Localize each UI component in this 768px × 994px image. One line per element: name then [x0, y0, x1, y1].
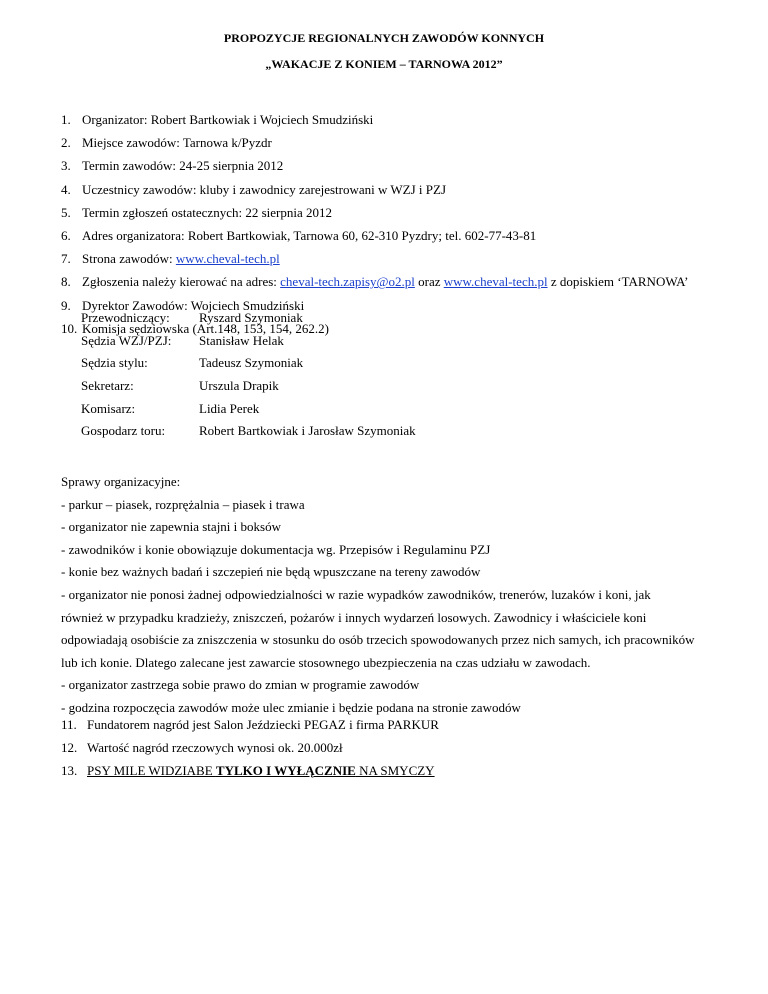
item-text: Dyrektor Zawodów: Wojciech Smudziński [82, 297, 305, 313]
item-text-bold: TYLKO I WYŁĄCZNIE [215, 762, 356, 778]
paragraph-line: odpowiadają osobiście za zniszczenia w stosunku do osób trzecich spowodowanych przez nich samych, ich pracowników [61, 632, 695, 648]
committee-role: Gospodarz toru: [81, 423, 166, 439]
item-number: 12. [61, 739, 78, 755]
committee-table [81, 307, 416, 443]
item-text: Komisja sędziowska (Art.148, 153, 154, 262.2) [82, 320, 329, 336]
list-item-registration [61, 270, 741, 293]
item-text: oraz [414, 274, 444, 290]
list-item [61, 178, 741, 201]
committee-member: Stanisław Helak [199, 332, 284, 348]
committee-row [81, 375, 416, 398]
committee-row [81, 330, 416, 353]
item-number: 9. [61, 297, 71, 313]
paragraph-line: - organizator nie ponosi żadnej odpowiedzialności w razie wypadków zawodników, trenerów, luzaków i koni, jak [61, 586, 651, 602]
section-heading: Sprawy organizacyjne: [61, 474, 181, 489]
list-item-dogs [61, 760, 439, 783]
item-text: Zgłoszenia należy kierować na adres: [82, 274, 281, 290]
item-text: Organizator: Robert Bartkowiak i Wojciech Smudziński [82, 112, 374, 127]
paragraph-line: lub ich konie. Dlatego zalecane jest zawarcie stosownego ubezpieczenia na czas udziału w zawodach. [61, 654, 591, 670]
item-text: Miejsce zawodów: Tarnowa k/Pyzdr [82, 135, 272, 151]
committee-member: Urszula Drapik [199, 378, 279, 394]
item-text: z dopiskiem ‘TARNOWA’ [547, 274, 689, 290]
list-item [61, 154, 741, 177]
item-text: Uczestnicy zawodów: kluby i zawodnicy zarejestrowani w WZJ i PZJ [82, 181, 447, 197]
committee-role: Sędzia stylu: [81, 355, 148, 371]
paragraph-line: - godzina rozpoczęcia zawodów może ulec zmianie i będzie podana na stronie zawodów [61, 699, 521, 715]
item-text: Wartość nagród rzeczowych wynosi ok. 20.000zł [87, 739, 343, 755]
item-number: 10. [61, 320, 78, 336]
committee-role: Komisarz: [81, 400, 136, 416]
item-number: 7. [61, 251, 71, 267]
website-link[interactable]: www.cheval-tech.pl [175, 251, 280, 267]
item-number: 13. [61, 762, 78, 778]
item-text: Termin zawodów: 24-25 sierpnia 2012 [82, 158, 284, 174]
item-number: 3. [61, 158, 71, 174]
document-title: PROPOZYCJE REGIONALNYCH ZAWODÓW KONNYCH [223, 31, 545, 45]
list-item [61, 714, 439, 737]
item-number: 1. [61, 112, 71, 127]
list-item [61, 131, 741, 154]
committee-row [81, 398, 416, 421]
committee-row [81, 352, 416, 375]
list-item [61, 108, 741, 131]
item-number: 11. [61, 717, 77, 732]
list-item [61, 201, 741, 224]
list-item [61, 737, 439, 760]
item-number: 4. [61, 181, 71, 197]
committee-role: Sędzia WZJ/PZJ: [81, 332, 172, 348]
committee-row [81, 307, 416, 330]
list-item-website [61, 247, 741, 270]
paragraph-line: - parkur – piasek, rozprężalnia – piasek i trawa [61, 496, 305, 512]
item-text: Strona zawodów: [82, 251, 176, 267]
email-link[interactable]: cheval-tech.zapisy@o2.pl [280, 274, 415, 290]
item-text: Fundatorem nagród jest Salon Jeździecki PEGAZ i firma PARKUR [87, 717, 439, 732]
final-list [61, 714, 439, 782]
item-text: NA SMYCZY [355, 762, 435, 778]
item-number: 5. [61, 204, 71, 220]
item-text: Termin zgłoszeń ostatecznych: 22 sierpnia 2012 [82, 204, 332, 220]
item-number: 2. [61, 135, 71, 151]
committee-role: Przewodniczący: [81, 310, 170, 325]
committee-member: Tadeusz Szymoniak [199, 355, 304, 371]
paragraph-line: - konie bez ważnych badań i szczepień nie będą wpuszczane na tereny zawodów [61, 564, 481, 580]
committee-member: Lidia Perek [199, 400, 260, 416]
paragraph-line: - organizator nie zapewnia stajni i boksów [61, 519, 281, 535]
item-text: Adres organizatora: Robert Bartkowiak, Tarnowa 60, 62-310 Pyzdry; tel. 602-77-43-81 [82, 227, 537, 243]
website-link[interactable]: www.cheval-tech.pl [443, 274, 548, 290]
organizational-section [61, 471, 751, 720]
paragraph-line: - organizator zastrzega sobie prawo do zmian w programie zawodów [61, 677, 420, 693]
committee-row [81, 420, 416, 443]
committee-member: Robert Bartkowiak i Jarosław Szymoniak [199, 423, 416, 439]
list-item [61, 224, 741, 247]
paragraph-line: również w przypadku kradzieży, zniszczeń, pożarów i innych wydarzeń losowych. Zawodnicy i właściciele koni [61, 609, 647, 625]
document-subtitle: „WAKACJE Z KONIEM – TARNOWA 2012” [265, 57, 503, 71]
committee-member: Ryszard Szymoniak [199, 310, 303, 325]
committee-role: Sekretarz: [81, 378, 134, 394]
item-text: PSY MILE WIDZIABE [87, 762, 216, 778]
item-number: 8. [61, 274, 71, 290]
numbered-list [61, 108, 741, 340]
item-number: 6. [61, 227, 71, 243]
paragraph-line: - zawodników i konie obowiązuje dokumentacja wg. Przepisów i Regulaminu PZJ [61, 541, 491, 557]
